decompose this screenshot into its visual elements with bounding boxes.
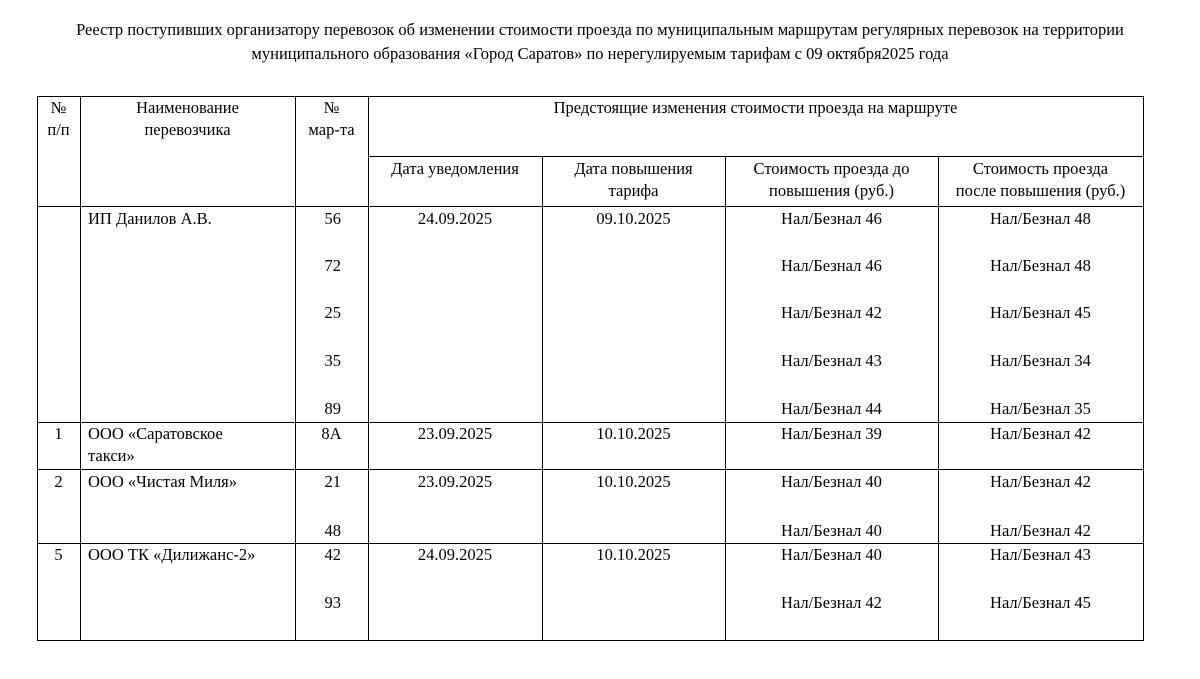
route-number: 21 <box>324 472 341 491</box>
price-after: Нал/Безнал 35 <box>990 399 1091 418</box>
grid-col-1 <box>80 96 81 641</box>
route-number: 25 <box>324 303 341 322</box>
price-before: Нал/Безнал 46 <box>781 256 882 275</box>
route-number: 8А <box>321 424 342 443</box>
header-carrier: Наименование перевозчика <box>136 98 239 139</box>
price-after: Нал/Безнал 42 <box>990 424 1091 443</box>
route-number: 56 <box>324 209 341 228</box>
row-num: 5 <box>54 545 63 564</box>
price-before: Нал/Безнал 44 <box>781 399 882 418</box>
notice-date: 24.09.2025 <box>417 209 493 228</box>
route-number: 35 <box>324 351 341 370</box>
header-route: № мар-та <box>308 98 355 139</box>
price-after: Нал/Безнал 45 <box>990 303 1091 322</box>
price-before: Нал/Безнал 43 <box>781 351 882 370</box>
price-before: Нал/Безнал 42 <box>781 303 882 322</box>
route-number: 89 <box>324 399 341 418</box>
price-after: Нал/Безнал 45 <box>990 593 1091 612</box>
grid-line-row-2 <box>37 469 1144 470</box>
header-raise-date: Дата повышения тарифа <box>574 159 693 200</box>
grid-line-bottom <box>37 640 1144 641</box>
header-price-before: Стоимость проезда до повышения (руб.) <box>753 159 910 200</box>
price-after: Нал/Безнал 43 <box>990 545 1091 564</box>
price-after: Нал/Безнал 48 <box>990 256 1091 275</box>
carrier-name: ИП Данилов А.В. <box>88 209 212 228</box>
route-number: 72 <box>324 256 341 275</box>
price-before: Нал/Безнал 42 <box>781 593 882 612</box>
carrier-name: ООО ТК «Дилижанс-2» <box>88 545 256 564</box>
title-line-1: Реестр поступивших организатору перевозок об изменении стоимости проезда по муниципальным маршрутам регулярных перевозок на территории <box>76 20 1124 39</box>
grid-line-header-bottom <box>37 206 1144 207</box>
price-before: Нал/Безнал 40 <box>781 472 882 491</box>
route-number: 48 <box>324 521 341 540</box>
document-title <box>0 18 1200 66</box>
header-price-after: Стоимость проезда после повышения (руб.) <box>955 159 1126 200</box>
notice-date: 24.09.2025 <box>417 545 493 564</box>
raise-date: 10.10.2025 <box>596 424 671 443</box>
notice-date: 23.09.2025 <box>417 472 493 491</box>
raise-date: 10.10.2025 <box>596 545 671 564</box>
raise-date: 09.10.2025 <box>596 209 671 228</box>
route-number: 42 <box>324 545 341 564</box>
route-number: 93 <box>324 593 341 612</box>
price-after: Нал/Безнал 48 <box>990 209 1091 228</box>
price-before: Нал/Безнал 40 <box>781 521 882 540</box>
title-line-2: муниципального образования «Город Саратов» по нерегулируемым тарифам с 09 октября2025 года <box>251 44 949 63</box>
notice-date: 23.09.2025 <box>417 424 493 443</box>
grid-line-right <box>1143 96 1144 641</box>
grid-line-subheader <box>368 156 1144 157</box>
carrier-name: ООО «Саратовское такси» <box>88 424 223 465</box>
row-num: 1 <box>54 424 63 443</box>
price-after: Нал/Безнал 42 <box>990 521 1091 540</box>
carrier-name: ООО «Чистая Миля» <box>88 472 238 491</box>
header-upcoming-changes: Предстоящие изменения стоимости проезда на маршруте <box>553 98 958 117</box>
raise-date: 10.10.2025 <box>596 472 671 491</box>
price-after: Нал/Безнал 34 <box>990 351 1091 370</box>
header-num: № п/п <box>47 98 70 139</box>
price-before: Нал/Безнал 46 <box>781 209 882 228</box>
header-notice-date: Дата уведомления <box>391 159 519 178</box>
price-after: Нал/Безнал 42 <box>990 472 1091 491</box>
price-before: Нал/Безнал 39 <box>781 424 882 443</box>
price-before: Нал/Безнал 40 <box>781 545 882 564</box>
row-num: 2 <box>54 472 63 491</box>
